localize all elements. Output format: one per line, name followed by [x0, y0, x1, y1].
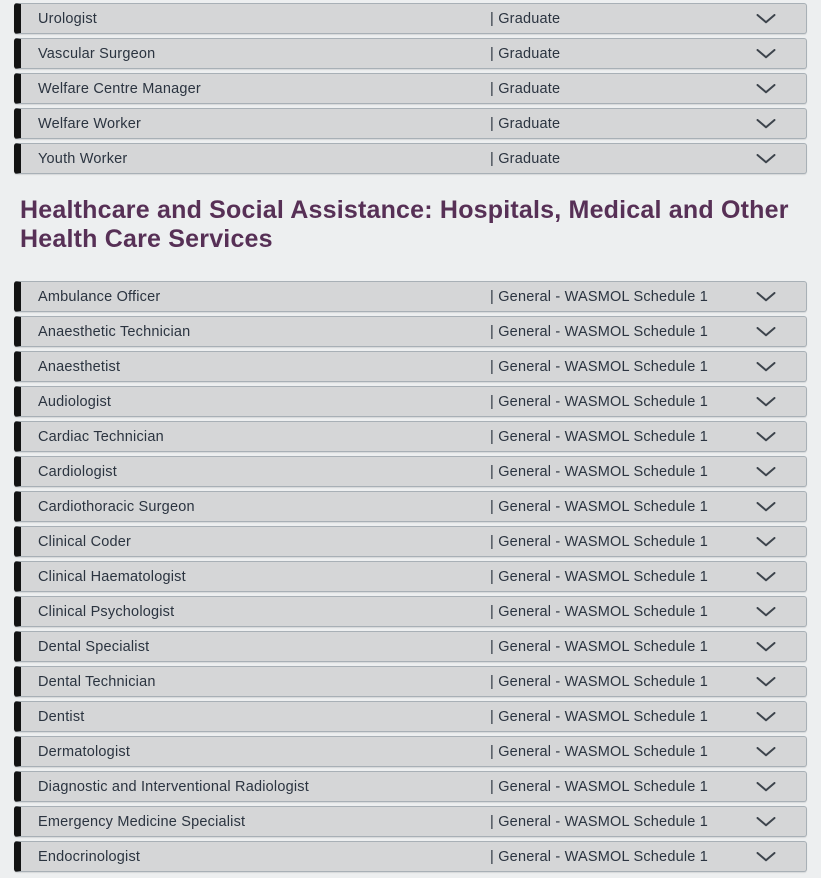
- occupation-accordion-row[interactable]: [14, 771, 807, 802]
- occupation-accordion-row[interactable]: [14, 316, 807, 347]
- chevron-down-icon: [756, 432, 776, 442]
- occupation-stream-label: | General - WASMOL Schedule 1: [490, 813, 709, 830]
- occupation-name: Youth Worker: [38, 150, 128, 167]
- occupation-stream-label: | General - WASMOL Schedule 1: [490, 568, 709, 585]
- occupation-stream-label: | General - WASMOL Schedule 1: [490, 673, 709, 690]
- occupation-name: Emergency Medicine Specialist: [38, 813, 246, 830]
- occupation-stream-label: | General - WASMOL Schedule 1: [490, 743, 709, 760]
- occupation-accordion-row[interactable]: [14, 38, 807, 69]
- chevron-down-icon: [756, 782, 776, 792]
- chevron-down-icon: [756, 852, 776, 862]
- occupation-name: Ambulance Officer: [38, 288, 161, 305]
- occupation-accordion-row[interactable]: [14, 281, 807, 312]
- occupation-name: Vascular Surgeon: [38, 45, 156, 62]
- occupation-list-graduate: [14, 3, 807, 174]
- occupation-stream-label: | General - WASMOL Schedule 1: [490, 288, 709, 305]
- occupation-accordion-row[interactable]: [14, 3, 807, 34]
- occupation-name: Clinical Haematologist: [38, 568, 186, 585]
- occupation-accordion-row[interactable]: [14, 526, 807, 557]
- section-heading: Healthcare and Social Assistance: Hospitals, Medical and Other Health Care Services: [20, 196, 789, 253]
- occupation-name: Welfare Centre Manager: [38, 80, 201, 97]
- occupation-stream-label: | General - WASMOL Schedule 1: [490, 533, 709, 550]
- occupation-stream-label: | General - WASMOL Schedule 1: [490, 778, 709, 795]
- chevron-down-icon: [756, 712, 776, 722]
- occupation-stream-label: | General - WASMOL Schedule 1: [490, 638, 709, 655]
- occupation-stream-label: | General - WASMOL Schedule 1: [490, 428, 709, 445]
- chevron-down-icon: [756, 537, 776, 547]
- occupation-accordion-row[interactable]: [14, 561, 807, 592]
- occupation-accordion-row[interactable]: [14, 666, 807, 697]
- occupation-name: Dentist: [38, 708, 85, 725]
- occupation-accordion-row[interactable]: [14, 701, 807, 732]
- occupation-stream-label: | General - WASMOL Schedule 1: [490, 358, 709, 375]
- occupation-stream-label: | Graduate: [490, 150, 561, 167]
- occupation-stream-label: | General - WASMOL Schedule 1: [490, 708, 709, 725]
- occupation-name: Anaesthetic Technician: [38, 323, 191, 340]
- occupation-accordion-row[interactable]: [14, 596, 807, 627]
- occupation-accordion-row[interactable]: [14, 456, 807, 487]
- occupation-accordion-row[interactable]: [14, 386, 807, 417]
- occupation-stream-label: | Graduate: [490, 80, 561, 97]
- occupation-accordion-row[interactable]: [14, 631, 807, 662]
- occupation-accordion-row[interactable]: [14, 351, 807, 382]
- chevron-down-icon: [756, 607, 776, 617]
- occupation-name: Urologist: [38, 10, 98, 27]
- occupation-stream-label: | General - WASMOL Schedule 1: [490, 848, 709, 865]
- chevron-down-icon: [756, 84, 776, 94]
- occupation-stream-label: | General - WASMOL Schedule 1: [490, 393, 709, 410]
- chevron-down-icon: [756, 292, 776, 302]
- occupation-stream-label: | General - WASMOL Schedule 1: [490, 463, 709, 480]
- occupation-accordion-row[interactable]: [14, 143, 807, 174]
- occupation-accordion-row[interactable]: [14, 108, 807, 139]
- occupation-accordion-row[interactable]: [14, 841, 807, 872]
- occupation-stream-label: | General - WASMOL Schedule 1: [490, 603, 709, 620]
- chevron-down-icon: [756, 14, 776, 24]
- occupation-name: Cardiothoracic Surgeon: [38, 498, 195, 515]
- occupation-name: Audiologist: [38, 393, 112, 410]
- chevron-down-icon: [756, 327, 776, 337]
- occupation-name: Cardiologist: [38, 463, 117, 480]
- chevron-down-icon: [756, 49, 776, 59]
- chevron-down-icon: [756, 397, 776, 407]
- chevron-down-icon: [756, 467, 776, 477]
- occupation-stream-label: | General - WASMOL Schedule 1: [490, 498, 709, 515]
- occupation-accordion-row[interactable]: [14, 736, 807, 767]
- occupation-name: Endocrinologist: [38, 848, 141, 865]
- chevron-down-icon: [756, 502, 776, 512]
- occupation-stream-label: | General - WASMOL Schedule 1: [490, 323, 709, 340]
- chevron-down-icon: [756, 572, 776, 582]
- occupation-list-general-wasmol: [14, 281, 807, 872]
- occupation-accordion-row[interactable]: [14, 806, 807, 837]
- occupation-name: Cardiac Technician: [38, 428, 164, 445]
- occupation-stream-label: | Graduate: [490, 10, 561, 27]
- occupation-name: Dental Technician: [38, 673, 156, 690]
- chevron-down-icon: [756, 362, 776, 372]
- occupation-accordion-row[interactable]: [14, 421, 807, 452]
- occupation-name: Dental Specialist: [38, 638, 150, 655]
- occupation-stream-label: | Graduate: [490, 45, 561, 62]
- occupation-stream-label: | Graduate: [490, 115, 561, 132]
- chevron-down-icon: [756, 677, 776, 687]
- occupation-name: Diagnostic and Interventional Radiologist: [38, 778, 309, 795]
- chevron-down-icon: [756, 747, 776, 757]
- occupation-name: Clinical Psychologist: [38, 603, 175, 620]
- occupation-accordion-row[interactable]: [14, 73, 807, 104]
- occupation-accordion-row[interactable]: [14, 491, 807, 522]
- occupation-name: Clinical Coder: [38, 533, 132, 550]
- occupation-name: Welfare Worker: [38, 115, 141, 132]
- occupation-name: Anaesthetist: [38, 358, 121, 375]
- chevron-down-icon: [756, 119, 776, 129]
- chevron-down-icon: [756, 817, 776, 827]
- occupation-name: Dermatologist: [38, 743, 131, 760]
- chevron-down-icon: [756, 154, 776, 164]
- chevron-down-icon: [756, 642, 776, 652]
